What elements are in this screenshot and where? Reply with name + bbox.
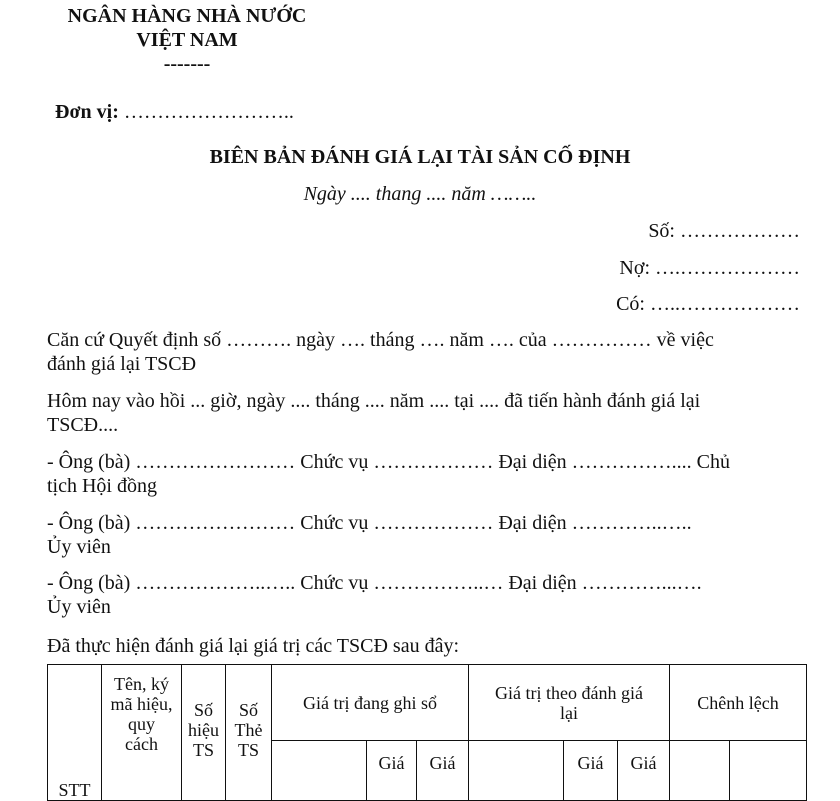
header-asset-code-line1: Số [193, 700, 213, 720]
sub-diff-2 [730, 741, 807, 801]
sub-reval-blank [469, 741, 564, 801]
member-committee-2 [47, 571, 802, 619]
sub-diff-1 [670, 741, 730, 801]
organization-header [55, 4, 319, 76]
paragraph-decision-line2: đánh giá lại TSCĐ [47, 353, 197, 375]
paragraph-decision-line1: Căn cứ Quyết định số ………. ngày …. tháng …. năm …. của …………… về việc [47, 329, 714, 351]
member-committee-1-line1: - Ông (bà) …………………… Chức vụ ……………… Đại diện …………..….. [47, 512, 692, 534]
header-asset-name-line3: quy [128, 714, 155, 734]
member-committee-1 [47, 511, 802, 559]
header-asset-code-line2: hiệu [188, 720, 219, 740]
header-asset-name-line2: mã hiệu, [110, 694, 173, 714]
header-revalued-value [469, 665, 670, 741]
member-chairman [47, 450, 802, 498]
member-chairman-line1: - Ông (bà) …………………… Chức vụ ……………… Đại diện …………….... Chủ [47, 451, 731, 473]
member-committee-2-line1: - Ông (bà) ………………..….. Chức vụ ……………..… Đại diện …………...…. [47, 572, 702, 594]
paragraph-decision [47, 328, 802, 376]
header-asset-name [102, 665, 182, 801]
unit-value: …………………….. [118, 101, 294, 123]
header-asset-code [182, 665, 226, 801]
header-asset-code-line3: TS [192, 740, 214, 760]
sub-reval-gia-1-text: Giá [577, 753, 604, 773]
sub-book-gia-1 [367, 741, 417, 801]
document-title: BIÊN BẢN ĐÁNH GIÁ LẠI TÀI SẢN CỐ ĐỊNH [209, 146, 631, 168]
unit-line [55, 101, 294, 124]
credit-account: Có: …..……………… [616, 293, 800, 315]
asset-revaluation-table [47, 664, 807, 801]
header-stt [48, 665, 102, 801]
sub-book-gia-1-text: Giá [378, 753, 405, 773]
header-asset-card [226, 665, 272, 801]
member-chairman-line2: tịch Hội đồng [47, 475, 157, 497]
member-committee-2-line2: Ủy viên [47, 596, 111, 618]
sub-book-blank [272, 741, 367, 801]
sub-book-gia-2-text: Giá [429, 753, 456, 773]
sub-reval-gia-1 [564, 741, 618, 801]
header-asset-card-line1: Số [238, 700, 258, 720]
header-asset-name-line1: Tên, ký [114, 674, 169, 694]
header-revalued-value-line1: Giá trị theo đánh giá [495, 682, 644, 703]
table-intro-text: Đã thực hiện đánh giá lại giá trị các TSCĐ sau đây: [47, 635, 460, 657]
paragraph-meeting [47, 389, 802, 437]
organization-name-line1: NGÂN HÀNG NHÀ NƯỚC [67, 5, 307, 27]
header-asset-name-line4: cách [125, 734, 158, 754]
header-difference: Chênh lệch [670, 665, 807, 741]
unit-label: Đơn vị: [55, 101, 119, 123]
table-header-row-1 [48, 665, 807, 741]
header-asset-card-line2: Thẻ [234, 720, 263, 740]
paragraph-meeting-line1: Hôm nay vào hồi ... giờ, ngày .... tháng .... năm .... tại .... đã tiến hành đánh giá lại [47, 390, 701, 412]
document-date: Ngày .... thang .... năm …….. [303, 183, 537, 205]
organization-rule: ------- [163, 53, 211, 75]
header-stt-text: STT [58, 780, 91, 800]
document-number: Số: ……………… [648, 220, 800, 242]
header-book-value: Giá trị đang ghi sổ [272, 665, 469, 741]
header-revalued-value-line2: lại [560, 702, 579, 723]
paragraph-meeting-line2: TSCĐ.... [47, 414, 119, 436]
sub-book-gia-2 [417, 741, 469, 801]
sub-reval-gia-2 [618, 741, 670, 801]
sub-reval-gia-2-text: Giá [630, 753, 657, 773]
member-committee-1-line2: Ủy viên [47, 536, 111, 558]
debit-account: Nợ: ….……………… [619, 257, 800, 279]
organization-name-line2: VIỆT NAM [136, 29, 238, 51]
header-asset-card-line3: TS [237, 740, 259, 760]
table-intro [47, 634, 802, 658]
